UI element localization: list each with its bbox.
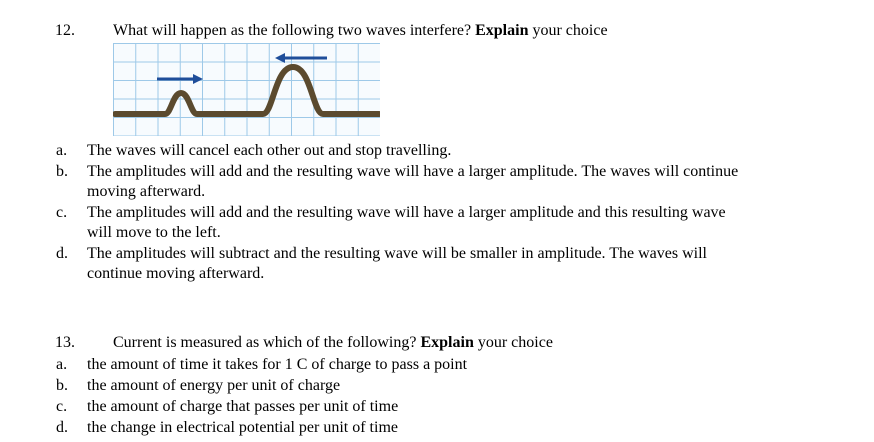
question-prompt: Current is measured as which of the following? xyxy=(113,334,417,351)
question-emphasis: Explain xyxy=(420,334,474,351)
wave-interference-diagram xyxy=(113,43,380,136)
question-tail: your choice xyxy=(477,334,553,351)
question-number: 13. xyxy=(55,334,75,351)
question-prompt: What will happen as the following two waves interfere? xyxy=(113,22,472,39)
question-number: 12. xyxy=(55,22,75,39)
question-tail: your choice xyxy=(532,22,608,39)
question-text xyxy=(113,334,553,352)
question-emphasis: Explain xyxy=(475,22,529,39)
question-text xyxy=(113,22,608,40)
